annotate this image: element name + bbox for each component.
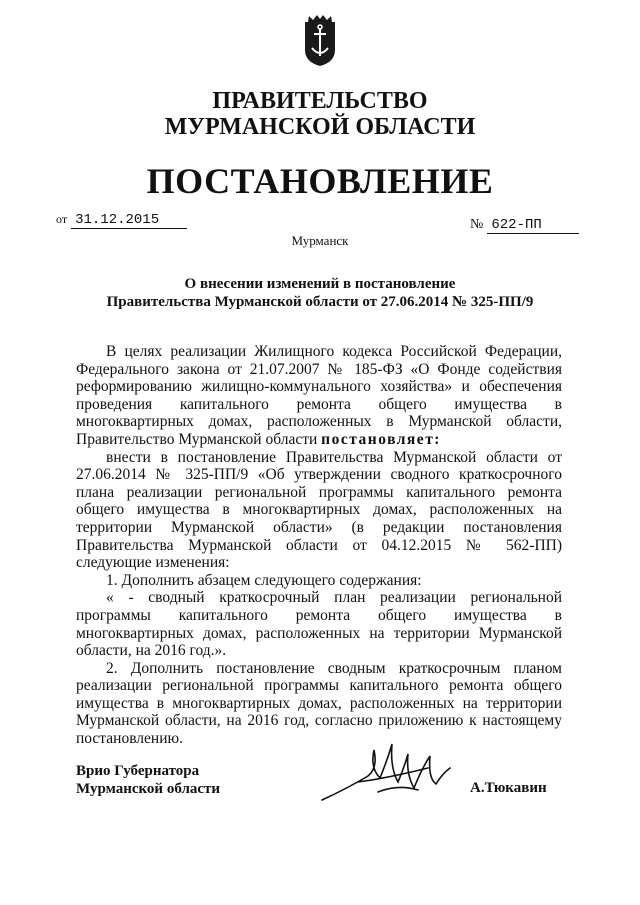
city-name: Мурманск [291,233,349,248]
number-value: 622-ПП [487,217,579,234]
resolves-word: постановляет: [321,430,441,448]
document-body [76,343,562,748]
paragraph-item-1-content: « - сводный краткосрочный план реализации региональной программы капитального ремонта общего имущества в многоквартирных домах, расположенных на территории Мурманской области, на 2016 год.». [76,589,562,660]
signatory-position [76,762,220,798]
paragraph-amendment: внести в постановление Правительства Мурманской области от 27.06.2014 № 325-ПП/9 «Об утверждении сводного краткосрочного плана реализации региональной программы капитального ремонта общего имущества в многоквартирных домах, расположенных на территории Мурманской области» (в редакции постановления Правительства Мурманской области от 04.12.2015 № 562-ПП) следующие изменения: [76,448,562,572]
number-prefix: № [470,217,484,232]
subject-line1: О внесении изменений в постановление [184,276,456,292]
paragraph-item-1: 1. Дополнить абзацем следующего содержания: [106,571,422,589]
government-name-line1: ПРАВИТЕЛЬСТВО [212,88,428,114]
paragraph-preamble [76,343,562,449]
number-field [470,215,579,234]
date-field [56,210,187,229]
document-subject [0,275,640,311]
preamble-text: В целях реализации Жилищного кодекса Российской Федерации, Федерального закона от 21.07.2007 № 185-ФЗ «О Фонде содействия реформированию жилищно-коммунального хозяйства» и обеспечения проведения капитального ремонта общего имущества в многоквартирных домах, расположенных в Мурманской области, Правительство Мурманской области [76,343,562,448]
subject-line2: Правительства Мурманской области от 27.06.2014 № 325-ПП/9 [106,294,534,310]
position-line1: Врио Губернатора [76,763,200,779]
date-value: 31.12.2015 [71,212,187,229]
document-type-title: ПОСТАНОВЛЕНИЕ [146,161,494,201]
signatory-name: А.Тюкавин [470,780,547,796]
coat-of-arms-icon [299,12,341,68]
date-prefix: от [56,212,68,226]
government-name-line2: МУРМАНСКОЙ ОБЛАСТИ [164,114,476,140]
handwritten-signature [318,738,468,808]
paragraph-item-2: 2. Дополнить постановление сводным краткосрочным планом реализации региональной программы капитального ремонта общего имущества в многоквартирных домах, расположенных на территории Мурманской области, на 2016 год, согласно приложению к настоящему постановлению. [76,659,562,748]
position-line2: Мурманской области [76,781,221,797]
